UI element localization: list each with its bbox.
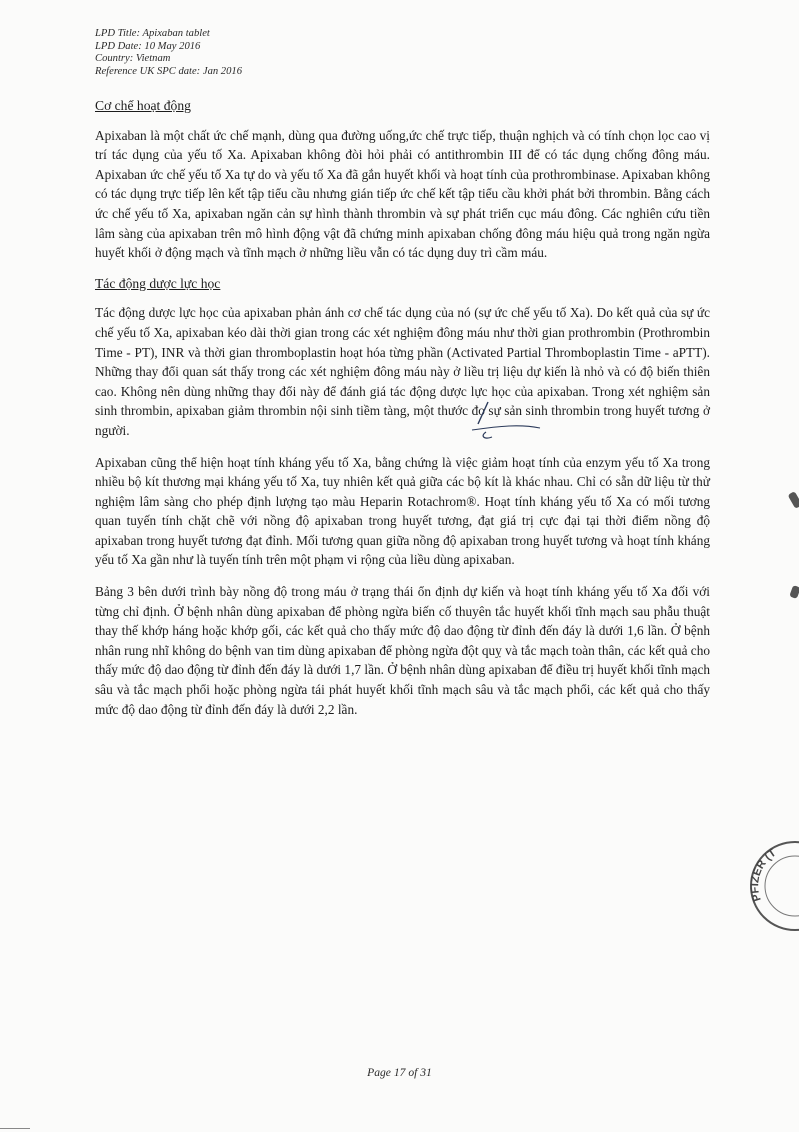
scan-edge-mark <box>789 585 799 599</box>
document-header <box>95 28 242 78</box>
header-title: LPD Title: Apixaban tablet <box>95 28 210 39</box>
scan-artifact-line <box>0 1128 30 1129</box>
paragraph-pharmacodynamics-3: Bảng 3 bên dưới trình bày nồng độ trong máu ở trạng thái ổn định dự kiến và hoạt tính kháng yếu tố Xa đối với từng chỉ định. Ở bệnh nhân dùng apixaban để phòng ngừa biến cố thuyên tắc huyết khối tĩnh mạch sau phẫu thuật thay thế khớp háng hoặc khớp gối, các kết quả cho thấy mức độ dao động từ đỉnh đến đáy là dưới 1,6 lần. Ở bệnh nhân rung nhĩ không do bệnh van tim dùng apixaban để phòng ngừa đột quỵ và tắc mạch toàn thân, các kết quả cho thấy mức độ dao động từ đỉnh đến đáy là dưới 1,7 lần. Ở bệnh nhân dùng apixaban để điều trị huyết khối tĩnh mạch sâu và tắc mạch phổi hoặc phòng ngừa tái phát huyết khối tĩnh mạch sâu và tắc mạch phổi, các kết quả cho thấy mức độ dao động từ đỉnh đến đáy là dưới 2,2 lần. <box>95 584 711 717</box>
section-heading-pharmacodynamics: Tác động dược lực học <box>95 275 221 291</box>
paragraph-mechanism: Apixaban là một chất ức chế mạnh, dùng qua đường uống,ức chế trực tiếp, thuận nghịch và có tính chọn lọc cao vị trí tác dụng của yếu tố Xa. Apixaban không đòi hỏi phải có antithrombin III để có tác dụng chống đông máu. Apixaban ức chế yếu tố Xa tự do và yếu tố Xa đã gắn huyết khối và hoạt tính của prothrombinase. Apixaban không có tác dụng trực tiếp lên kết tập tiểu cầu nhưng gián tiếp ức chế kết tập tiểu cầu khởi phát bởi thrombin. Bằng cách ức chế yếu tố Xa, apixaban ngăn cản sự hình thành thrombin và sự phát triển cục máu đông. Các nghiên cứu tiền lâm sàng của apixaban trên mô hình động vật đã chứng minh apixaban chống đông máu hiệu quả trong ngăn ngừa huyết khối ở động mạch và tĩnh mạch ở những liều vẫn có tác dụng duy trì cầm máu. <box>95 127 710 261</box>
header-country: Country: Vietnam <box>95 53 171 65</box>
paragraph-pharmacodynamics-2: Apixaban cũng thể hiện hoạt tính kháng yếu tố Xa, bằng chứng là việc giảm hoạt tính của enzym yếu tố Xa trong nhiều bộ kít thương mại kháng yếu tố Xa, tuy nhiên kết quả giữa các bộ kít là khác nhau. Chỉ có sẵn dữ liệu từ thử nghiệm lâm sàng cho phép định lượng tạo màu Heparin Rotachrom®. Hoạt tính kháng yếu tố Xa có mối tương quan tuyến tính chặt chẽ với nồng độ apixaban trong huyết tương, đạt giá trị cực đại tại thời điểm nồng độ apixaban trong huyết tương đạt đỉnh. Mối tương quan giữa nồng độ apixaban trong huyết tương và hoạt tính kháng yếu tố Xa gần như là tuyến tính trên một phạm vi rộng của liều dùng apixaban. <box>95 454 710 568</box>
scan-edge-mark <box>788 491 799 509</box>
paragraph-pharmacodynamics-1: Tác động dược lực học của apixaban phản ánh cơ chế tác dụng của nó (sự ức chế yếu tố Xa). Do kết quả của sự ức chế yếu tố Xa, apixaban kéo dài thời gian trong các xét nghiệm đông máu như thời gian prothrombin (Prothrombin Time - PT), INR và thời gian thromboplastin hoạt hóa từng phần (Activated Partial Thromboplastin Time - aPTT). Những thay đổi quan sát thấy trong các xét nghiệm đông máu này ở liều trị liệu dự kiến là nhỏ và có độ biến thiên cao. Không nên dùng những thay đổi này để đánh giá tác động dược lực học của apixaban. Trong xét nghiệm sản sinh thrombin, apixaban giảm thrombin nội sinh tiềm tàng, một thước đo sự sản sinh thrombin trong huyết tương ở người. <box>95 305 710 438</box>
header-date: LPD Date: 10 May 2016 <box>95 40 201 52</box>
stamp-text: PFIZER (T <box>749 846 779 903</box>
company-stamp <box>747 838 799 934</box>
header-reference: Reference UK SPC date: Jan 2016 <box>95 65 242 77</box>
page-number: Page 17 of 31 <box>367 1066 432 1079</box>
section-heading-mechanism: Cơ chế hoạt động <box>95 98 191 113</box>
document-body <box>95 96 710 730</box>
